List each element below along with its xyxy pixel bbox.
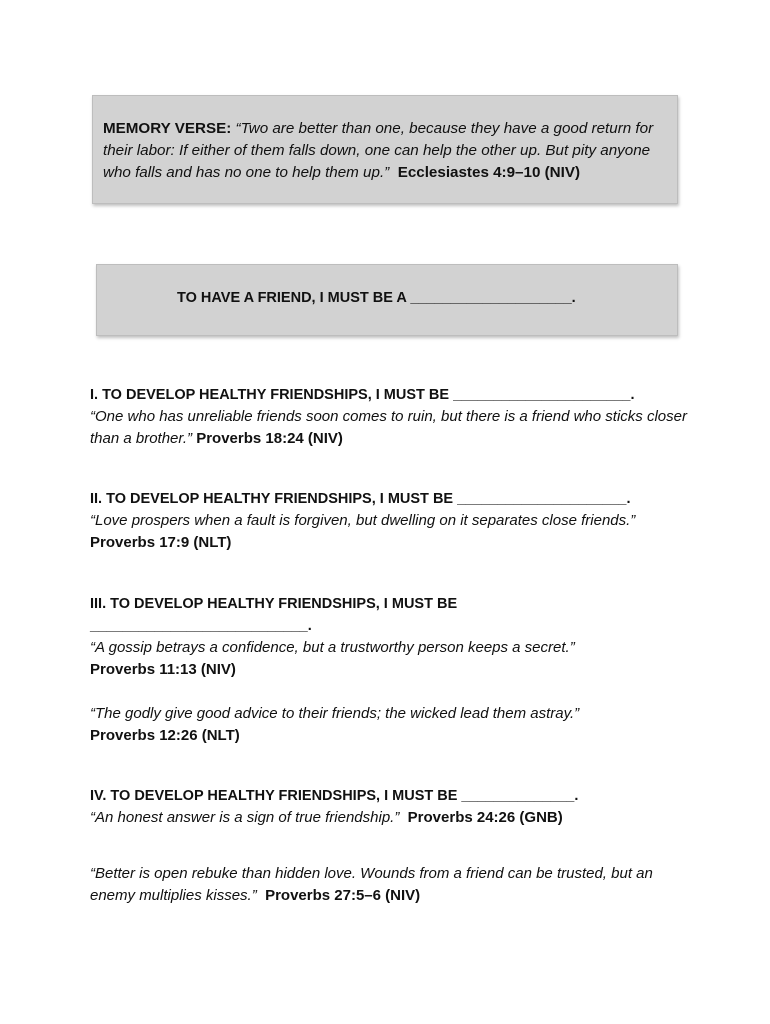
section-3-heading-line-2: ___________________________. [90,618,312,634]
section-3-quote-2: “The godly give good advice to their friends; the wicked lead them astray.” [90,705,580,722]
section-1-reference: Proverbs 18:24 (NIV) [196,430,343,447]
memory-verse-reference: Ecclesiastes 4:9–10 (NIV) [397,164,581,181]
section-4-quote-block-2 [90,863,690,907]
section-4-quote-2: “Better is open rebuke than hidden love. Wounds from a friend can be trusted, but an enemy multiplies kisses.” [90,865,653,904]
friend-prompt-text: TO HAVE A FRIEND, I MUST BE A ____________________. [177,290,576,306]
section-2-heading: II. TO DEVELOP HEALTHY FRIENDSHIPS, I MUST BE _____________________. [90,491,631,507]
section-2-quote-block [90,510,690,554]
section-2 [90,488,690,554]
section-4-quote-block [90,807,690,829]
memory-verse-text: “Two are better than one, because they have a good return for their labor: If either of them falls down, one can help the other up. But pity anyone who falls and has no one to help them up.” [103,120,654,181]
section-4-heading: IV. TO DEVELOP HEALTHY FRIENDSHIPS, I MUST BE ______________. [90,788,579,804]
section-4 [90,785,690,907]
section-1-quote: “One who has unreliable friends soon comes to ruin, but there is a friend who sticks closer than a brother.” [90,408,687,447]
memory-verse-label: MEMORY VERSE: [103,120,232,137]
section-2-quote: “Love prospers when a fault is forgiven, but dwelling on it separates close friends.” [90,512,636,529]
memory-verse-box [92,95,678,204]
section-3-heading-line-1: III. TO DEVELOP HEALTHY FRIENDSHIPS, I MUST BE [90,596,458,612]
section-4-reference-2: Proverbs 27:5–6 (NIV) [265,887,421,904]
section-3 [90,593,690,747]
section-4-quote: “An honest answer is a sign of true friendship.” [90,809,400,826]
section-1-heading: I. TO DEVELOP HEALTHY FRIENDSHIPS, I MUST BE ______________________. [90,387,635,403]
section-1-quote-block [90,406,690,450]
section-3-reference-2: Proverbs 12:26 (NLT) [90,727,240,744]
friend-prompt-box [96,264,678,336]
section-1 [90,384,690,450]
section-3-quote: “A gossip betrays a confidence, but a trustworthy person keeps a secret.” [90,639,575,656]
section-2-reference: Proverbs 17:9 (NLT) [90,534,232,551]
section-4-reference: Proverbs 24:26 (GNB) [407,809,563,826]
section-3-reference: Proverbs 11:13 (NIV) [90,661,236,678]
